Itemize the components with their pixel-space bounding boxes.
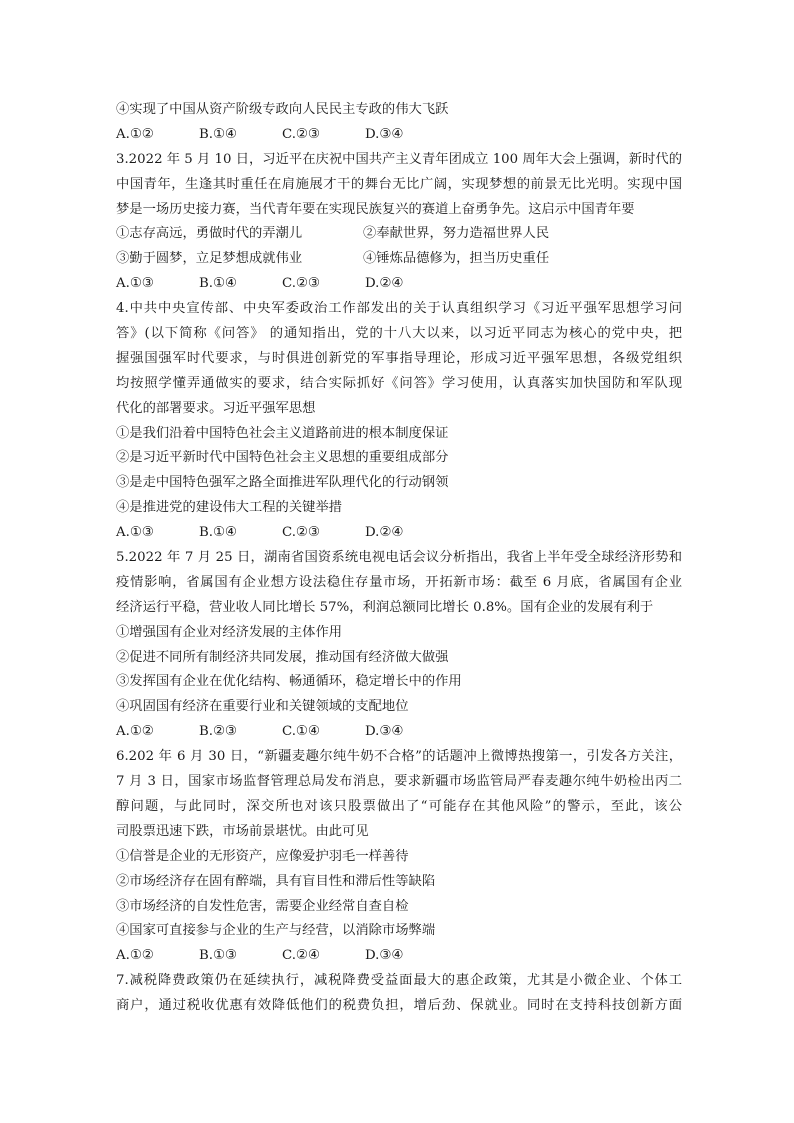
q6-stem-line: 醇问题，与此同时，深交所也对该只股票做出了“可能存在其他风险”的警示，至此，该公 xyxy=(116,798,682,814)
q3-option-b: B.①④ xyxy=(199,276,237,292)
q6-stem-line: 司股票迅速下跌，市场前景堪忧。由此可见 xyxy=(116,823,369,839)
q7-stem-line: 7.减税降费政策仍在延续执行，减税降费受益面最大的惠企政策，尤其是小微企业、个体工 xyxy=(116,973,682,989)
q2-option-b: B.①④ xyxy=(199,126,237,142)
q3-items-row-1 xyxy=(116,222,682,247)
q4-stem-line: 均按照学懂弄通做实的要求，结合实际抓好《问答》学习使用，认真落实加快国防和军队现 xyxy=(116,375,682,391)
q2-option-d: D.③④ xyxy=(365,126,404,142)
q5-item-1: ①增强国有企业对经济发展的主体作用 xyxy=(116,624,343,640)
q2-options xyxy=(116,123,682,148)
q6-option-a: A.①② xyxy=(116,948,154,964)
q5-item-3: ③发挥国有企业在优化结构、畅通循环，稳定增长中的作用 xyxy=(116,674,462,690)
q2-option-a: A.①② xyxy=(116,126,154,142)
q4-item-4: ④是推进党的建设伟大工程的关键举措 xyxy=(116,500,343,516)
q7-stem xyxy=(116,969,682,1019)
q4-stem-line: 答》(以下简称《问答》 的通知指出，党的十八大以来，以习近平同志为核心的党中央，把 xyxy=(116,326,682,342)
q3-options xyxy=(116,272,682,297)
q2-item-4: ④实现了中国从资产阶级专政向人民民主专政的伟大飞跃 xyxy=(116,102,449,117)
q3-item-2: ②奉献世界，努力造福世界人民 xyxy=(363,226,550,242)
q6-stem xyxy=(116,745,682,845)
q3-items-row-2 xyxy=(116,247,682,272)
q4-item-3: ③是走中国特色强军之路全面推进军队理代化的行动钢领 xyxy=(116,475,449,491)
q4-stem-line: 4.中共中央宣传部、中央军委政治工作部发出的关于认真组织学习《习近平强军思想学习问 xyxy=(116,301,682,317)
q7-stem-line: 商户，通过税收优惠有效降低他们的税费负担，增后劲、保就业。同时在支持科技创新方面 xyxy=(116,998,682,1014)
q3-item-1: ①志存高远，勇做时代的弄潮儿 xyxy=(116,226,303,242)
q5-stem-line: 经济运行平稳，营业收人同比增长 57%，利润总额同比增长 0.8%。国有企业的发展有利于 xyxy=(116,599,654,615)
q5-options xyxy=(116,720,682,745)
q4-option-c: C.②③ xyxy=(282,525,320,541)
q6-item-3: ③市场经济的自发性危害，需要企业经常自查自检 xyxy=(116,898,409,914)
q5-option-c: C.①④ xyxy=(282,724,320,740)
q2-option-c: C.②③ xyxy=(282,126,320,142)
q3-option-d: D.②④ xyxy=(365,276,404,292)
q6-item-4: ④国家可直接参与企业的生产与经营，以消除市场弊端 xyxy=(116,923,436,939)
q5-item-4: ④巩固国有经济在重要行业和关键领域的支配地位 xyxy=(116,699,409,715)
q6-option-b: B.①③ xyxy=(199,948,237,964)
q3-item-4: ④锤炼品德修为，担当历史重任 xyxy=(363,251,550,267)
q4-options xyxy=(116,521,682,546)
q3-stem-line: 梦是一场历史接力赛，当代青年要在实现民族复兴的赛道上奋勇争先。这启示中国青年要 xyxy=(116,201,635,217)
exam-page xyxy=(116,98,682,1019)
q3-stem-line: 中国青年，生逢其时重任在肩施展才干的舞台无比广阔，实现梦想的前景无比光明。实现中国 xyxy=(116,176,682,192)
q5-option-a: A.①② xyxy=(116,724,154,740)
q3-stem xyxy=(116,148,682,223)
q5-option-b: B.②③ xyxy=(199,724,237,740)
q6-stem-line: 6.202 年 6 月 30 日，“新疆麦趣尔纯牛奶不合格”的话题冲上微博热搜第一，引发各方关注， xyxy=(116,749,682,765)
q4-option-b: B.①④ xyxy=(199,525,237,541)
q6-item-1: ①信誉是企业的无形资产，应像爱护羽毛一样善待 xyxy=(116,848,409,864)
q6-option-d: D.③④ xyxy=(365,948,404,964)
q5-stem-line: 5.2022 年 7 月 25 日，湖南省国资系统电视电话会议分析指出，我省上半年受全球经济形势和 xyxy=(116,550,682,566)
q3-stem-line: 3.2022 年 5 月 10 日，习近平在庆祝中国共产主义青年团成立 100 周年大会上强调，新时代的 xyxy=(116,151,682,167)
q6-options xyxy=(116,944,682,969)
q6-stem-line: 7 月 3 日，国家市场监督管理总局发布消息，要求新疆市场监管局严春麦趣尔纯牛奶检出丙二 xyxy=(116,774,682,790)
q4-option-a: A.①③ xyxy=(116,525,154,541)
q4-stem xyxy=(116,297,682,421)
q6-item-2: ②市场经济存在固有醉端，具有盲目性和滞后性等缺陷 xyxy=(116,873,436,889)
q4-stem-line: 代化的部署要求。习近平强军思想 xyxy=(116,400,316,416)
q3-option-c: C.②③ xyxy=(282,276,320,292)
q4-stem-line: 握强国强军时代要求，与时俱进创新党的军事指导理论，形成习近平强军思想，各级党组织 xyxy=(116,350,682,366)
q5-option-d: D.③④ xyxy=(365,724,404,740)
q4-option-d: D.②④ xyxy=(365,525,404,541)
q5-stem-line: 疫情影响，省属国有企业想方设法稳住存量市场，开拓新市场：截至 6 月底，省属国有企业 xyxy=(116,574,682,590)
q3-item-3: ③勤于圆梦，立足梦想成就伟业 xyxy=(116,251,303,267)
q5-item-2: ②促进不同所有制经济共同发展，推动国有经济做大做强 xyxy=(116,649,449,665)
q6-option-c: C.②④ xyxy=(282,948,320,964)
q3-option-a: A.①③ xyxy=(116,276,154,292)
q5-stem xyxy=(116,546,682,621)
q4-item-1: ①是我们沿着中国特色社会主义道路前进的根本制度保证 xyxy=(116,425,449,441)
q4-item-2: ②是习近平新时代中国特色社会主义思想的重要组成部分 xyxy=(116,450,449,466)
